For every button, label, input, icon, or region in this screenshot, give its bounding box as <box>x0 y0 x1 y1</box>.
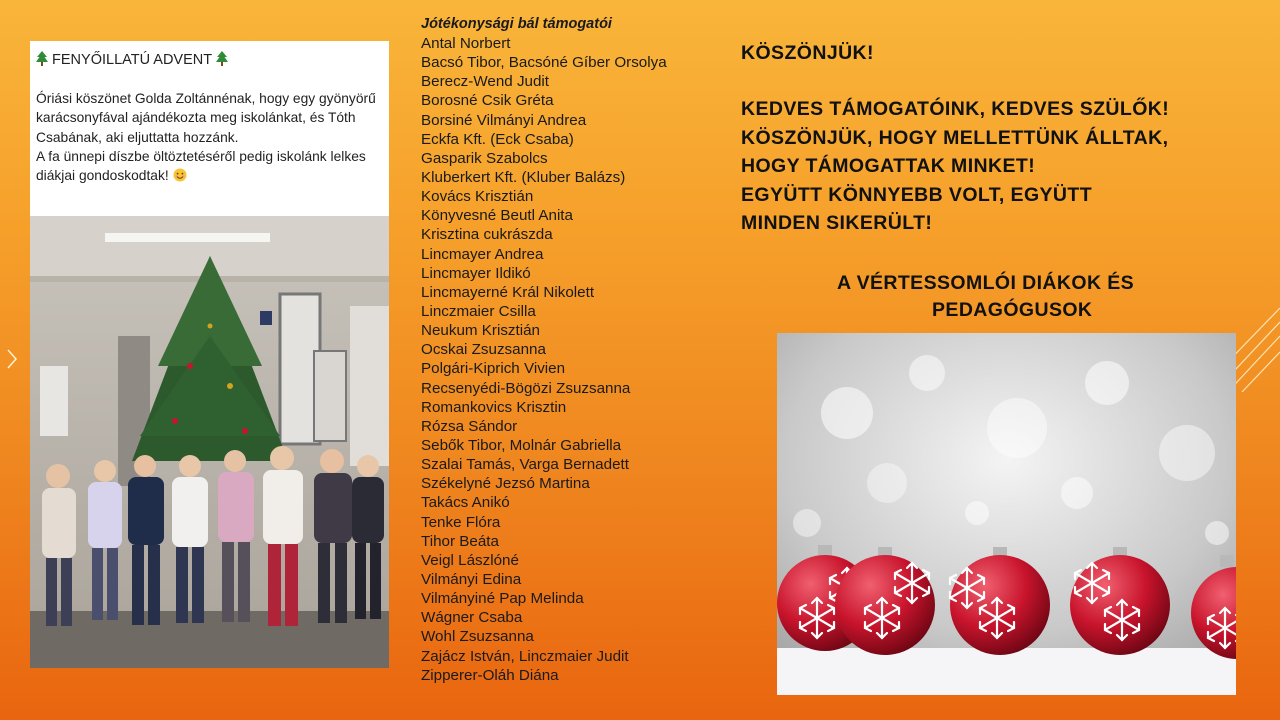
sponsor-name: Vilmányi Edina <box>421 570 522 588</box>
sponsor-name: Lincmayer Ildikó <box>421 264 531 282</box>
post-title-text: FENYŐILLATÚ ADVENT <box>52 52 212 68</box>
signature <box>780 270 1218 324</box>
sponsor-name: Szalai Tamás, Varga Bernadett <box>421 456 629 474</box>
christmas-tree-icon <box>216 51 228 66</box>
thanks-line: EGYÜTT KÖNNYEBB VOLT, EGYÜTT <box>741 183 1093 206</box>
sponsor-name: Tihor Beáta <box>421 532 499 550</box>
sponsor-name: Könyvesné Beutl Anita <box>421 207 573 225</box>
sponsor-name: Rózsa Sándor <box>421 417 518 435</box>
christmas-ornaments-image <box>777 333 1236 695</box>
thanks-heading: KÖSZÖNJÜK! <box>741 42 874 64</box>
sponsor-name: Wohl Zsuzsanna <box>421 628 534 646</box>
sponsor-name: Recsenyédi-Bögözi Zsuzsanna <box>421 379 631 397</box>
sponsor-list <box>421 34 667 685</box>
thanks-line: HOGY TÁMOGATTAK MINKET! <box>741 155 1036 177</box>
sponsor-name: Berecz-Wend Judit <box>421 73 550 91</box>
facebook-post-card <box>30 41 389 668</box>
sponsor-name: Sebők Tibor, Molnár Gabriella <box>421 436 622 454</box>
sponsor-name: Takács Anikó <box>421 494 510 512</box>
sponsor-name: Borosné Csik Gréta <box>421 92 554 110</box>
slide-arrow-icon <box>6 348 18 370</box>
sponsor-name: Borsiné Vilmányi Andrea <box>421 111 587 129</box>
christmas-tree-photo <box>30 216 389 668</box>
sponsor-name: Romankovics Krisztin <box>421 398 567 416</box>
sponsor-name: Linczmaier Csilla <box>421 302 536 320</box>
sponsor-name: Zajácz István, Linczmaier Judit <box>421 647 629 665</box>
sponsor-name: Bacsó Tibor, Bacsóné Gíber Orsolya <box>421 54 667 72</box>
sponsor-name: Tenke Flóra <box>421 513 501 531</box>
smiling-face-icon <box>173 168 187 182</box>
sponsor-name: Kluberkert Kft. (Kluber Balázs) <box>421 168 626 186</box>
post-title <box>36 51 228 68</box>
thanks-line: KÖSZÖNJÜK, HOGY MELLETTÜNK ÁLLTAK, <box>741 126 1169 149</box>
sponsor-name: Polgári-Kiprich Vivien <box>421 360 566 378</box>
sponsor-name: Zipperer-Oláh Diána <box>421 666 559 684</box>
sponsor-name: Neukum Krisztián <box>421 322 541 340</box>
sponsor-name: Eckfa Kft. (Eck Csaba) <box>421 130 574 148</box>
signature-line: PEDAGÓGUSOK <box>932 299 1093 321</box>
sponsors-heading: Jótékonysági bál támogatói <box>421 16 612 32</box>
sponsor-name: Veigl Lászlóné <box>421 551 519 569</box>
sponsor-name: Ocskai Zsuzsanna <box>421 341 546 359</box>
thanks-message <box>741 95 1169 238</box>
post-text <box>36 89 381 185</box>
sponsor-name: Wágner Csaba <box>421 609 523 627</box>
post-paragraph: Óriási köszönet Golda Zoltánnénak, hogy egy gyönyörű karácsonyfával ajándékozta meg iskolánkat, és Tóth Csabának, aki eljuttatta hozzánk. <box>36 91 376 145</box>
thanks-line: MINDEN SIKERÜLT! <box>741 212 933 234</box>
sponsor-name: Antal Norbert <box>421 35 511 52</box>
sponsor-name: Lincmayerné Král Nikolett <box>421 283 595 301</box>
sponsor-name: Vilmányiné Pap Melinda <box>421 590 584 608</box>
sponsor-name: Gasparik Szabolcs <box>421 149 548 167</box>
signature-line: A VÉRTESSOMLÓI DIÁKOK ÉS <box>837 272 1135 294</box>
sponsor-name: Kovács Krisztián <box>421 188 534 206</box>
sponsor-name: Székelyné Jezsó Martina <box>421 475 590 493</box>
post-paragraph: A fa ünnepi díszbe öltöztetéséről pedig iskolánk lelkes diákjai gondoskodtak! <box>36 148 366 184</box>
christmas-tree-icon <box>36 51 48 66</box>
sponsor-name: Lincmayer Andrea <box>421 245 544 263</box>
thanks-line: KEDVES TÁMOGATÓINK, KEDVES SZÜLŐK! <box>741 98 1170 120</box>
sponsor-name: Krisztina cukrászda <box>421 226 553 244</box>
